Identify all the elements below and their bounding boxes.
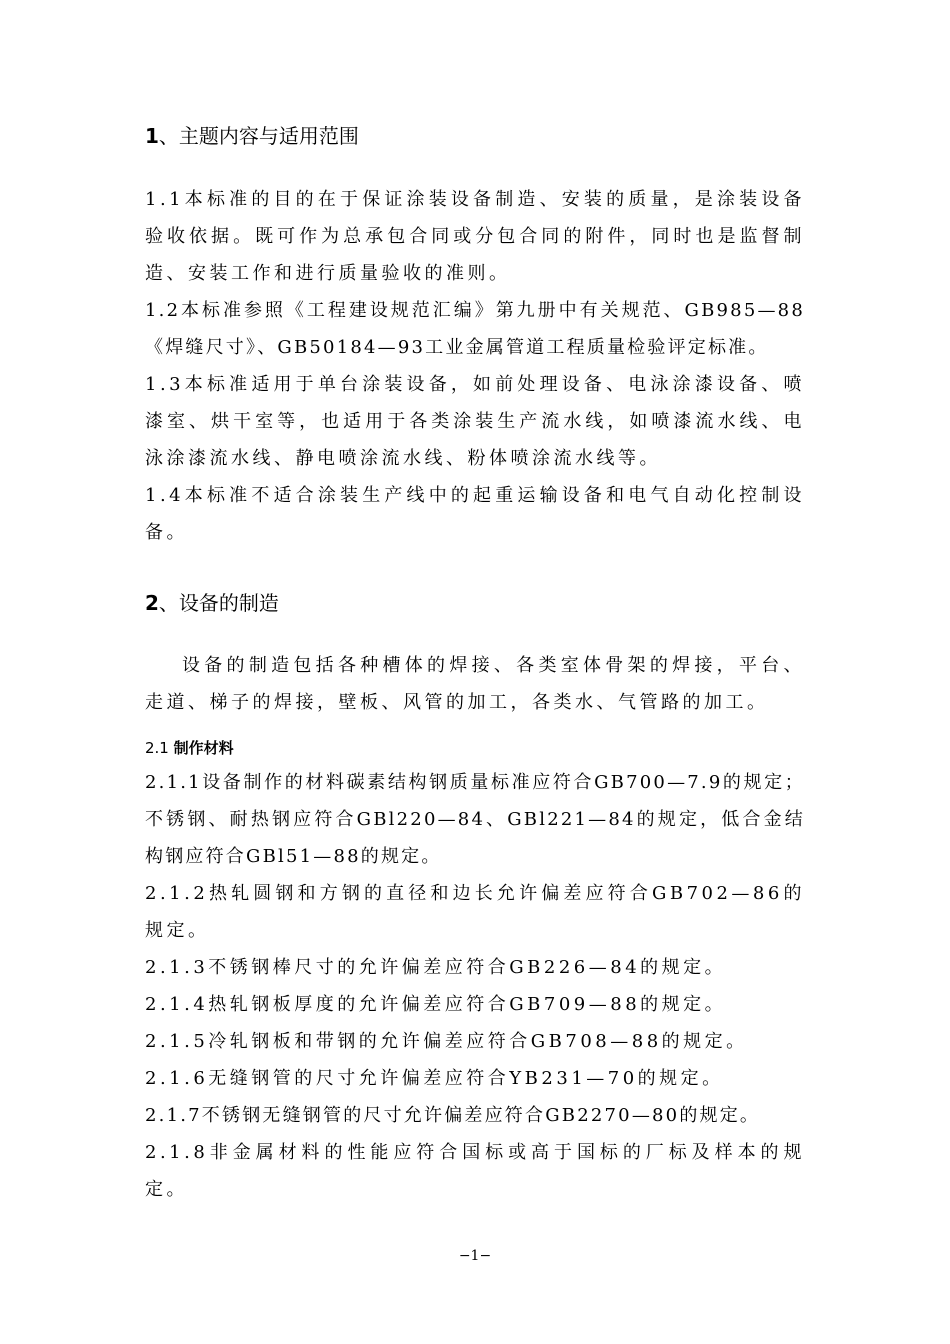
item-2-1-2: 2.1.2热轧圆钢和方钢的直径和边长允许偏差应符合GB702—86的规定。 xyxy=(145,883,805,941)
item-2-1-5: 2.1.5冷轧钢板和带钢的允许偏差应符合GB708—88的规定。 xyxy=(145,1031,748,1052)
item-2-1-3: 2.1.3不锈钢棒尺寸的允许偏差应符合GB226—84的规定。 xyxy=(145,957,727,978)
paragraph-1-2: 1.2本标准参照《工程建设规范汇编》第九册中有关规范、GB985—88《焊缝尺寸》、GB50184—93工业金属管道工程质量检验评定标准。 xyxy=(145,300,805,358)
section-1-title: 、主题内容与适用范围 xyxy=(158,124,359,148)
section-2-heading xyxy=(145,589,279,617)
section-2-number: 2 xyxy=(145,591,159,615)
paragraph-1-4: 1.4本标准不适合涂装生产线中的起重运输设备和电气自动化控制设备。 xyxy=(145,485,805,543)
paragraph-1-3: 1.3本标准适用于单台涂装设备，如前处理设备、电泳涂漆设备、喷漆室、烘干室等，也适用于各类涂装生产流水线，如喷漆流水线、电泳涂漆流水线、静电喷涂流水线、粉体喷涂流水线等。 xyxy=(145,374,805,469)
page-number: −1− xyxy=(458,1248,492,1264)
section-2-intro: 设备的制造包括各种槽体的焊接、各类室体骨架的焊接，平台、走道、梯子的焊接，壁板、风管的加工，各类水、气管路的加工。 xyxy=(145,655,805,713)
item-2-1-1: 2.1.1设备制作的材料碳素结构钢质量标准应符合GB700—7.9的规定；不锈钢、耐热钢应符合GBl220—84、GBl221—84的规定，低合金结构钢应符合GBl51—88的规定。 xyxy=(145,772,805,867)
item-2-1-6: 2.1.6无缝钢管的尺寸允许偏差应符合YB231—70的规定。 xyxy=(145,1068,724,1089)
section-1-number: 1 xyxy=(145,124,159,148)
section-1-heading xyxy=(145,122,359,150)
subsection-2-1-title: 制作材料 xyxy=(173,739,234,757)
subsection-2-1-heading xyxy=(145,737,234,759)
subsection-2-1-number: 2.1 xyxy=(145,739,169,757)
section-2-title: 、设备的制造 xyxy=(158,591,279,615)
item-2-1-7: 2.1.7不锈钢无缝钢管的尺寸允许偏差应符合GB2270—80的规定。 xyxy=(145,1105,761,1126)
paragraph-1-1: 1.1本标准的目的在于保证涂装设备制造、安装的质量，是涂装设备验收依据。既可作为总承包合同或分包合同的附件，同时也是监督制造、安装工作和进行质量验收的准则。 xyxy=(145,189,805,284)
item-2-1-8: 2.1.8非金属材料的性能应符合国标或高于国标的厂标及样本的规定。 xyxy=(145,1142,805,1200)
item-2-1-4: 2.1.4热轧钢板厚度的允许偏差应符合GB709—88的规定。 xyxy=(145,994,727,1015)
